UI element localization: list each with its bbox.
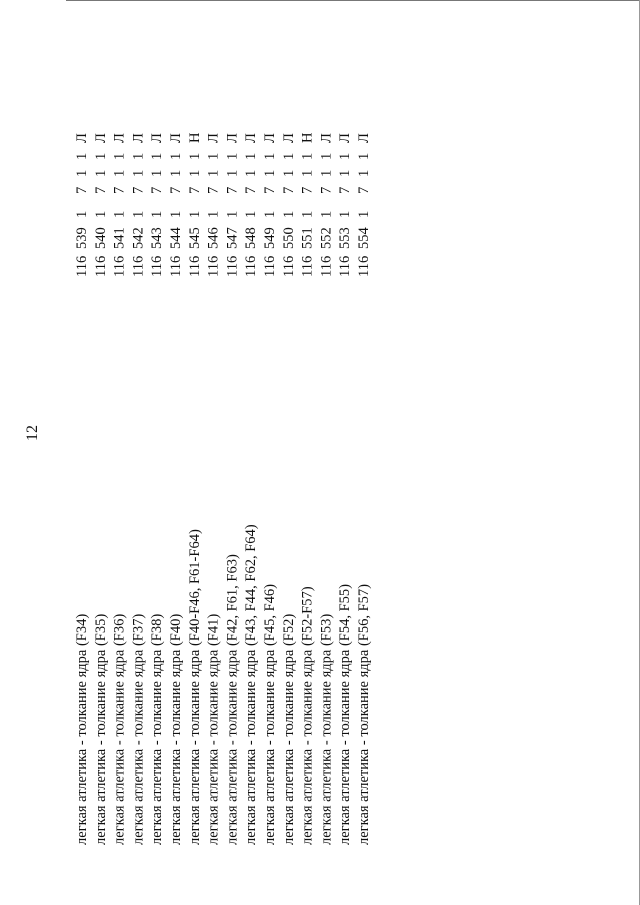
row-code: 116 [74, 255, 90, 277]
row-value-2: 7 [262, 186, 278, 194]
row-letter: Л [356, 133, 372, 143]
row-description: легкая атлетика - толкание ядра (F56, F57) [356, 584, 372, 845]
row-value-1: 1 [168, 210, 184, 218]
row-code: 116 [356, 255, 372, 277]
row-value-4: 1 [318, 152, 335, 160]
row-value-3: 1 [224, 169, 241, 177]
row-value-3: 1 [168, 169, 184, 177]
row-value-2: 7 [299, 186, 316, 194]
row-letter: Л [130, 133, 147, 143]
row-value-1: 1 [280, 210, 297, 218]
row-value-1: 1 [243, 210, 260, 218]
row-code: 116 [280, 255, 297, 277]
row-value-1: 1 [356, 210, 372, 218]
row-value-3: 1 [243, 169, 260, 177]
row-letter: Л [149, 133, 166, 143]
row-description: легкая атлетика - толкание ядра (F38) [149, 613, 166, 845]
row-value-2: 7 [224, 186, 241, 194]
row-number: 541 [111, 227, 128, 249]
row-value-4: 1 [168, 152, 184, 160]
row-value-4: 1 [299, 152, 316, 160]
row-value-2: 7 [111, 186, 128, 194]
row-value-3: 1 [74, 169, 90, 177]
row-value-1: 1 [262, 210, 278, 218]
table-row [147, 5, 167, 845]
row-code: 116 [111, 255, 128, 277]
row-value-3: 1 [149, 169, 166, 177]
row-value-4: 1 [337, 152, 354, 160]
table-row [166, 5, 186, 845]
row-value-2: 7 [318, 186, 335, 194]
row-value-3: 1 [92, 169, 109, 177]
table-row [204, 5, 224, 845]
row-code: 116 [168, 255, 184, 277]
row-value-4: 1 [356, 152, 372, 160]
row-code: 116 [318, 255, 335, 277]
page-number: 12 [24, 425, 41, 441]
row-number: 551 [299, 227, 316, 249]
row-letter: Л [318, 133, 335, 143]
row-description: легкая атлетика - толкание ядра (F52) [280, 613, 297, 845]
row-description: легкая атлетика - толкание ядра (F34) [74, 613, 90, 845]
row-number: 540 [92, 227, 109, 249]
row-code: 116 [130, 255, 147, 277]
table-row [72, 5, 92, 845]
table-row [91, 5, 111, 845]
row-value-2: 7 [168, 186, 184, 194]
row-value-2: 7 [92, 186, 109, 194]
row-code: 116 [186, 255, 203, 277]
row-description: легкая атлетика - толкание ядра (F35) [92, 613, 109, 845]
row-value-2: 7 [243, 186, 260, 194]
row-number: 547 [224, 227, 241, 249]
row-letter: Л [111, 133, 128, 143]
row-description: легкая атлетика - толкание ядра (F42, F61, F63) [224, 554, 241, 845]
row-description: легкая атлетика - толкание ядра (F53) [318, 613, 335, 845]
row-value-3: 1 [186, 169, 203, 177]
row-value-2: 7 [280, 186, 297, 194]
table-row [316, 5, 336, 845]
row-value-2: 7 [130, 186, 147, 194]
row-letter: Л [168, 133, 184, 143]
row-value-3: 1 [337, 169, 354, 177]
row-value-4: 1 [280, 152, 297, 160]
row-number: 548 [243, 227, 260, 249]
row-description: легкая атлетика - толкание ядра (F40) [168, 613, 184, 845]
row-value-2: 7 [356, 186, 372, 194]
table-row [279, 5, 299, 845]
row-code: 116 [92, 255, 109, 277]
row-letter: Л [243, 133, 260, 143]
row-letter: Н [186, 132, 203, 143]
row-letter: Л [205, 133, 222, 143]
row-value-1: 1 [130, 210, 147, 218]
row-value-4: 1 [205, 152, 222, 160]
row-number: 550 [280, 227, 297, 249]
row-letter: Л [262, 133, 278, 143]
row-value-1: 1 [111, 210, 128, 218]
row-number: 546 [205, 227, 222, 249]
row-code: 116 [262, 255, 278, 277]
row-code: 116 [299, 255, 316, 277]
row-value-3: 1 [356, 169, 372, 177]
row-value-4: 1 [224, 152, 241, 160]
row-number: 545 [186, 227, 203, 249]
row-code: 116 [337, 255, 354, 277]
page-edge-top [66, 0, 640, 1]
table-row [128, 5, 148, 845]
row-value-1: 1 [337, 210, 354, 218]
row-number: 539 [74, 227, 90, 249]
row-letter: Л [280, 133, 297, 143]
row-value-1: 1 [74, 210, 90, 218]
row-value-3: 1 [299, 169, 316, 177]
row-number: 552 [318, 227, 335, 249]
row-value-4: 1 [130, 152, 147, 160]
row-number: 549 [262, 227, 278, 249]
table-row [335, 5, 355, 845]
row-value-4: 1 [262, 152, 278, 160]
table-row [241, 5, 261, 845]
row-description: легкая атлетика - толкание ядра (F37) [130, 613, 147, 845]
row-value-3: 1 [111, 169, 128, 177]
row-letter: Л [224, 133, 241, 143]
row-value-2: 7 [74, 186, 90, 194]
row-code: 116 [243, 255, 260, 277]
row-value-4: 1 [92, 152, 109, 160]
row-description: легкая атлетика - толкание ядра (F36) [111, 613, 128, 845]
row-value-2: 7 [205, 186, 222, 194]
row-value-3: 1 [262, 169, 278, 177]
row-value-4: 1 [74, 152, 90, 160]
row-letter: Л [92, 133, 109, 143]
table-row [298, 5, 318, 845]
table-row [110, 5, 130, 845]
row-value-4: 1 [111, 152, 128, 160]
row-number: 553 [337, 227, 354, 249]
table-row [354, 5, 374, 845]
row-description: легкая атлетика - толкание ядра (F45, F46) [262, 584, 278, 845]
row-letter: Л [74, 133, 90, 143]
row-value-1: 1 [186, 210, 203, 218]
row-value-1: 1 [92, 210, 109, 218]
row-value-1: 1 [149, 210, 166, 218]
row-number: 544 [168, 227, 184, 249]
row-value-1: 1 [205, 210, 222, 218]
row-description: легкая атлетика - толкание ядра (F52-F57) [299, 586, 316, 845]
row-description: легкая атлетика - толкание ядра (F54, F55) [337, 584, 354, 845]
row-description: легкая атлетика - толкание ядра (F40-F46, F61-F64) [186, 529, 203, 845]
row-value-4: 1 [186, 152, 203, 160]
row-code: 116 [224, 255, 241, 277]
row-value-1: 1 [318, 210, 335, 218]
row-value-2: 7 [186, 186, 203, 194]
row-letter: Л [337, 133, 354, 143]
row-value-4: 1 [149, 152, 166, 160]
row-value-1: 1 [224, 210, 241, 218]
row-value-3: 1 [318, 169, 335, 177]
table-row [260, 5, 280, 845]
row-value-2: 7 [337, 186, 354, 194]
row-number: 554 [356, 227, 372, 249]
row-value-2: 7 [149, 186, 166, 194]
row-description: легкая атлетика - толкание ядра (F43, F44, F62, F64) [243, 524, 260, 845]
row-code: 116 [205, 255, 222, 277]
row-code: 116 [149, 255, 166, 277]
row-number: 542 [130, 227, 147, 249]
row-value-3: 1 [130, 169, 147, 177]
table-row [185, 5, 205, 845]
row-number: 543 [149, 227, 166, 249]
row-value-1: 1 [299, 210, 316, 218]
row-value-4: 1 [243, 152, 260, 160]
row-value-3: 1 [280, 169, 297, 177]
row-description: легкая атлетика - толкание ядра (F41) [205, 613, 222, 845]
row-letter: Н [299, 132, 316, 143]
row-value-3: 1 [205, 169, 222, 177]
table-row [222, 5, 242, 845]
